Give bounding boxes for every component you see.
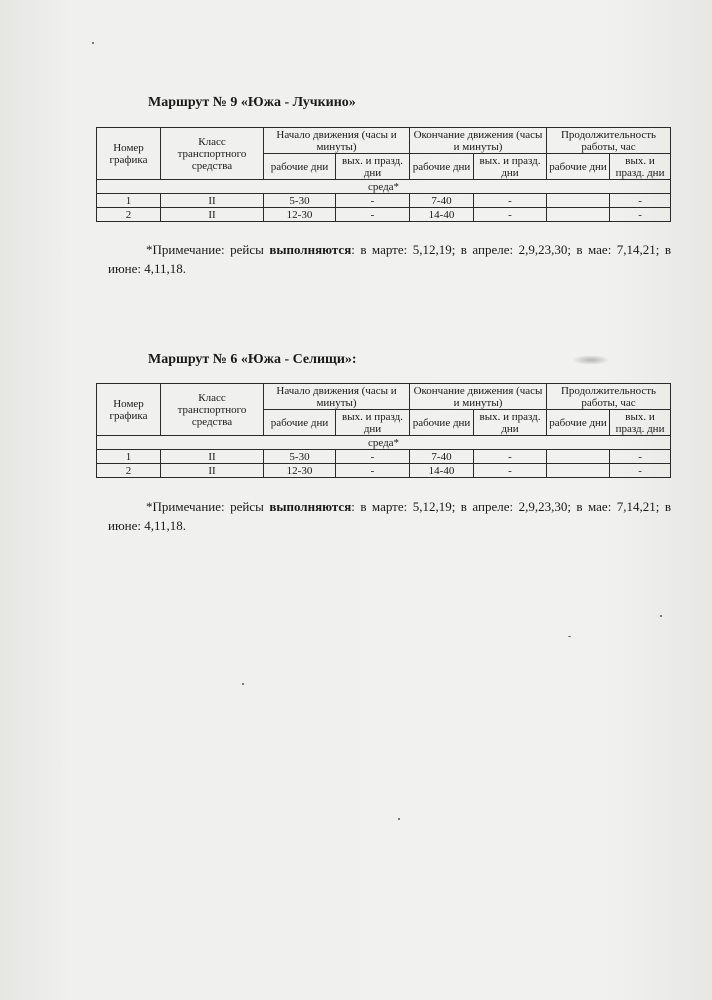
header-start: Начало движения (часы и минуты) — [264, 128, 410, 154]
cell-vehicle-class: II — [161, 194, 264, 208]
cell-end-weekends: - — [474, 464, 547, 478]
table-row — [97, 464, 671, 478]
scan-speck — [660, 615, 662, 617]
cell-schedule-no: 2 — [97, 464, 161, 478]
note-bold: выполняются — [269, 499, 352, 514]
cell-duration-weekends: - — [610, 450, 671, 464]
cell-duration-workdays — [547, 208, 610, 222]
cell-start-weekends: - — [336, 450, 410, 464]
header-vehicle-class: Класс транспортного средства — [161, 384, 264, 436]
header-duration: Продолжительность работы, час — [547, 384, 671, 410]
header-duration-weekends: вых. и празд. дни — [610, 410, 671, 436]
cell-end-weekends: - — [474, 194, 547, 208]
cell-end-workdays: 14-40 — [410, 464, 474, 478]
cell-vehicle-class: II — [161, 450, 264, 464]
header-start-weekends: вых. и празд. дни — [336, 154, 410, 180]
cell-vehicle-class: II — [161, 464, 264, 478]
cell-vehicle-class: II — [161, 208, 264, 222]
scan-speck — [92, 42, 94, 44]
cell-start-workdays: 5-30 — [264, 194, 336, 208]
cell-start-workdays: 12-30 — [264, 208, 336, 222]
header-duration-workdays: рабочие дни — [547, 154, 610, 180]
day-label: среда* — [97, 180, 671, 194]
header-duration-workdays: рабочие дни — [547, 410, 610, 436]
route-6-note — [108, 497, 671, 535]
cell-end-workdays: 14-40 — [410, 208, 474, 222]
header-end-workdays: рабочие дни — [410, 154, 474, 180]
cell-end-workdays: 7-40 — [410, 194, 474, 208]
header-start-workdays: рабочие дни — [264, 410, 336, 436]
header-start: Начало движения (часы и минуты) — [264, 384, 410, 410]
scan-smudge — [572, 355, 610, 365]
cell-schedule-no: 2 — [97, 208, 161, 222]
header-duration: Продолжительность работы, час — [547, 128, 671, 154]
header-schedule-no: Номер графика — [97, 128, 161, 180]
cell-start-weekends: - — [336, 208, 410, 222]
header-start-workdays: рабочие дни — [264, 154, 336, 180]
route-9-schedule-table — [96, 127, 671, 222]
cell-schedule-no: 1 — [97, 194, 161, 208]
cell-end-weekends: - — [474, 208, 547, 222]
scan-speck — [568, 636, 571, 637]
cell-start-workdays: 5-30 — [264, 450, 336, 464]
header-end: Окончание движения (часы и минуты) — [410, 384, 547, 410]
cell-duration-weekends: - — [610, 194, 671, 208]
cell-duration-workdays — [547, 450, 610, 464]
cell-schedule-no: 1 — [97, 450, 161, 464]
header-end-weekends: вых. и празд. дни — [474, 154, 547, 180]
scan-speck — [242, 683, 244, 685]
table-row — [97, 450, 671, 464]
cell-start-weekends: - — [336, 194, 410, 208]
cell-duration-weekends: - — [610, 464, 671, 478]
route-9-note — [108, 240, 671, 278]
header-end-weekends: вых. и празд. дни — [474, 410, 547, 436]
table-row — [97, 208, 671, 222]
cell-end-workdays: 7-40 — [410, 450, 474, 464]
cell-duration-workdays — [547, 464, 610, 478]
cell-duration-weekends: - — [610, 208, 671, 222]
header-duration-weekends: вых. и празд. дни — [610, 154, 671, 180]
header-start-weekends: вых. и празд. дни — [336, 410, 410, 436]
day-label: среда* — [97, 436, 671, 450]
note-prefix: *Примечание: рейсы — [146, 242, 270, 257]
cell-start-workdays: 12-30 — [264, 464, 336, 478]
cell-start-weekends: - — [336, 464, 410, 478]
route-6-title: Маршрут № 6 «Южа - Селищи»: — [148, 352, 357, 367]
header-vehicle-class: Класс транспортного средства — [161, 128, 264, 180]
table-row — [97, 194, 671, 208]
header-schedule-no: Номер графика — [97, 384, 161, 436]
route-9-title: Маршрут № 9 «Южа - Лучкино» — [148, 95, 356, 110]
cell-end-weekends: - — [474, 450, 547, 464]
note-suffix: : в марте: 5,12,19; в апреле: 2,9,23,30; в мае: 7,14,21; в июне: 4,11,18. — [108, 499, 671, 533]
route-6-schedule-table — [96, 383, 671, 478]
header-end: Окончание движения (часы и минуты) — [410, 128, 547, 154]
cell-duration-workdays — [547, 194, 610, 208]
note-suffix: : в марте: 5,12,19; в апреле: 2,9,23,30; в мае: 7,14,21; в июне: 4,11,18. — [108, 242, 671, 276]
note-prefix: *Примечание: рейсы — [146, 499, 270, 514]
note-bold: выполняются — [269, 242, 352, 257]
scan-speck — [398, 818, 400, 820]
header-end-workdays: рабочие дни — [410, 410, 474, 436]
